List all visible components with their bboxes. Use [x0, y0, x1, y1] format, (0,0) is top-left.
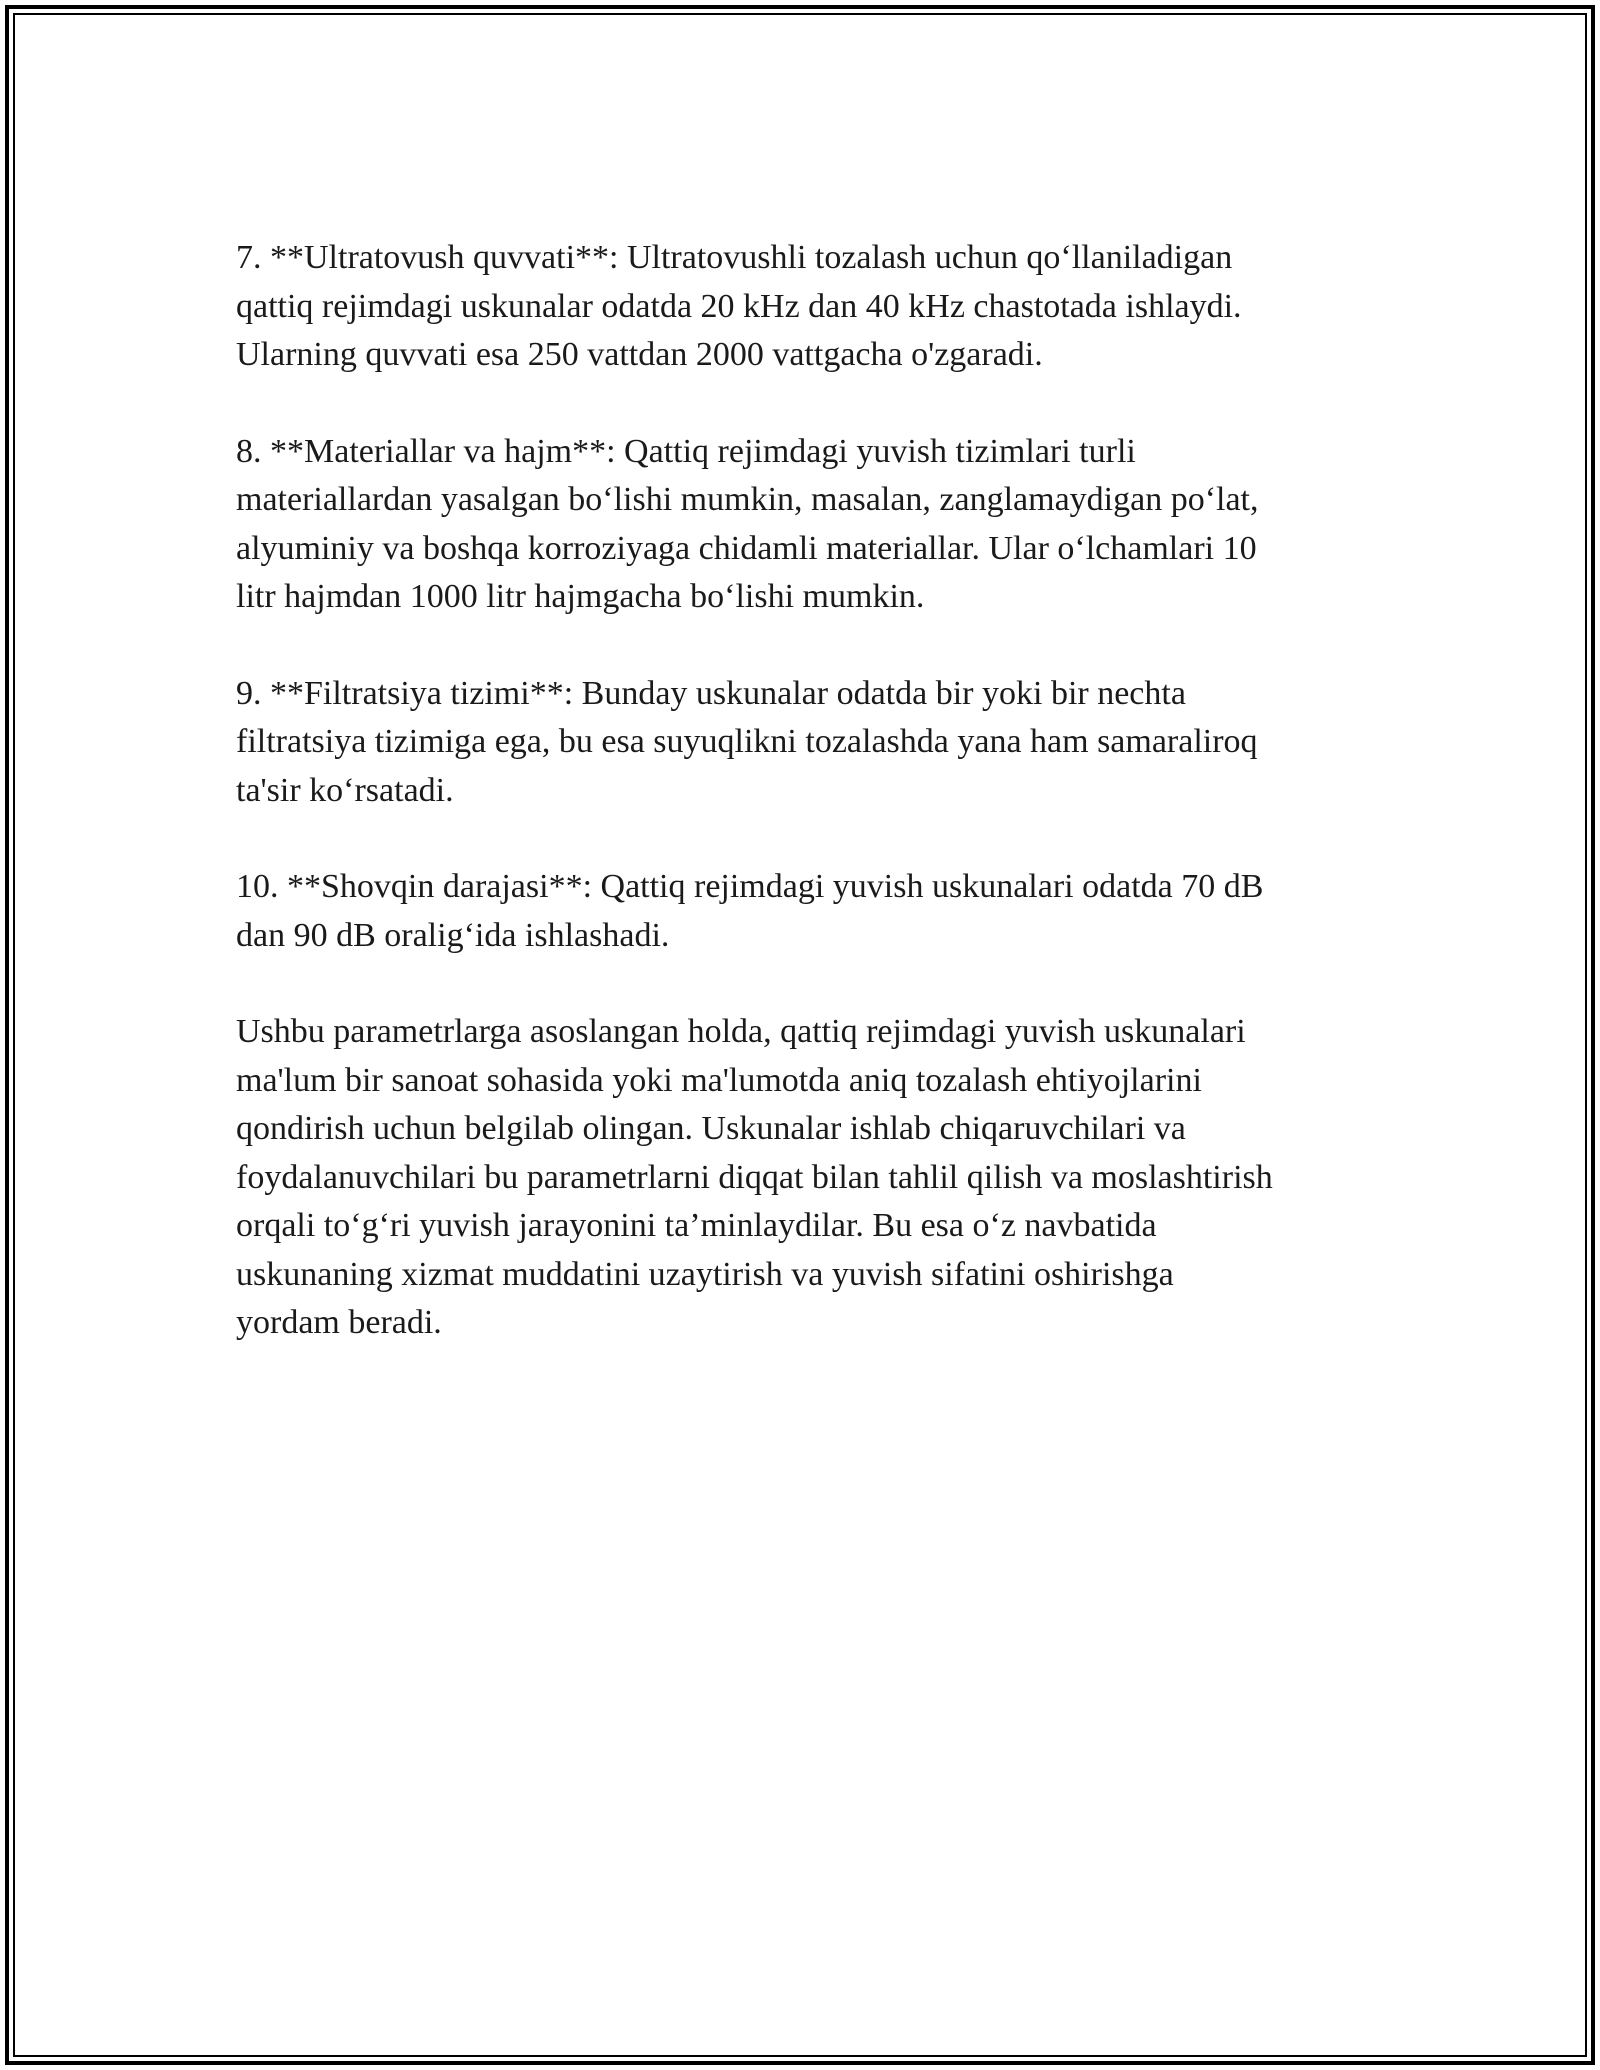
paragraph-materials-volume: 8. **Materiallar va hajm**: Qattiq rejimdagi yuvish tizimlari turli materiallardan yasalgan bo‘lishi mumkin, masalan, zanglamaydigan po‘lat, alyuminiy va boshqa korroziyaga chidamli materiallar. Ular o‘lchamlari 10 litr hajmdan 1000 litr hajmgacha bo‘lishi mumkin.	[236, 432, 1259, 615]
paragraph-ultrasound-power: 7. **Ultratovush quvvati**: Ultratovushli tozalash uchun qo‘llaniladigan qattiq rejimdagi uskunalar odatda 20 kHz dan 40 kHz chastotada ishlaydi. Ularning quvvati esa 250 vattdan 2000 vattgacha o'zgaradi.	[236, 239, 1242, 373]
paragraph-noise-level: 10. **Shovqin darajasi**: Qattiq rejimdagi yuvish uskunalari odatda 70 dB dan 90 dB oralig‘ida ishlashadi.	[236, 868, 1264, 954]
paragraph-filtration-system: 9. **Filtratsiya tizimi**: Bunday uskunalar odatda bir yoki bir nechta filtratsiya tizimiga ega, bu esa suyuqlikni tozalashda yana ham samaraliroq ta'sir ko‘rsatadi.	[236, 674, 1258, 809]
document-body	[236, 234, 1366, 1396]
paragraph-conclusion: Ushbu parametrlarga asoslangan holda, qattiq rejimdagi yuvish uskunalari ma'lum bir sanoat sohasida yoki ma'lumotda aniq tozalash ehtiyojlarini qondirish uchun belgilab olingan. Uskunalar ishlab chiqaruvchilari va foydalanuvchilari bu parametrlarni diqqat bilan tahlil qilish va moslashtirish orqali to‘g‘ri yuvish jarayonini ta’minlaydilar. Bu esa o‘z navbatida uskunaning xizmat muddatini uzaytirish va yuvish sifatini oshirishga yordam beradi.	[236, 1013, 1273, 1341]
